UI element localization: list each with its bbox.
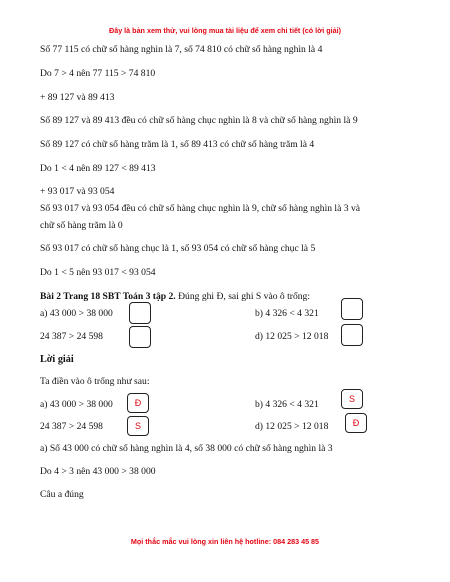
answer-box: S [341, 389, 363, 409]
hotline-banner: Mọi thắc mắc vui lòng xin liên hệ hotline: 084 283 45 85 [130, 537, 320, 546]
text-line: Số 93 017 và 93 054 đều có chữ số hàng chục nghìn là 9, chữ số hàng nghìn là 3 và [40, 203, 361, 214]
answer-box-empty[interactable] [341, 298, 363, 320]
answer-box-empty[interactable] [129, 302, 151, 324]
answer-box: Đ [345, 413, 367, 433]
explanation-line: Do 4 > 3 nên 43 000 > 38 000 [40, 466, 156, 477]
text-line: Số 89 127 có chữ số hàng trăm là 1, số 89 413 có chữ số hàng trăm là 4 [40, 139, 315, 150]
text-line: Số 77 115 có chữ số hàng nghìn là 7, số 74 810 có chữ số hàng nghìn là 4 [40, 44, 323, 55]
explanation-line: Câu a đúng [40, 489, 84, 500]
solution-item: b) 4 326 < 4 321 [255, 399, 319, 410]
text-line: + 93 017 và 93 054 [40, 186, 115, 197]
text-line: chữ số hàng trăm là 0 [40, 220, 123, 231]
solution-intro: Ta điền vào ô trống như sau: [40, 376, 150, 387]
solution-item: a) 43 000 > 38 000 [40, 399, 113, 410]
answer-box: S [127, 416, 149, 436]
exercise-item: d) 12 025 > 12 018 [255, 331, 329, 342]
text-line: Do 1 < 4 nên 89 127 < 89 413 [40, 163, 156, 174]
exercise-item: b) 4 326 < 4 321 [255, 308, 319, 319]
exercise-item: a) 43 000 > 38 000 [40, 308, 113, 319]
text-line: Do 7 > 4 nên 77 115 > 74 810 [40, 68, 156, 79]
answer-box: Đ [127, 393, 149, 413]
answer-box-empty[interactable] [129, 326, 151, 348]
preview-banner: Đây là bản xem thử, vui lòng mua tài liệu để xem chi tiết (có lời giải) [109, 26, 341, 35]
solution-item: 24 387 > 24 598 [40, 421, 103, 432]
text-line: Do 1 < 5 nên 93 017 < 93 054 [40, 267, 156, 278]
text-line: Số 93 017 có chữ số hàng chục là 1, số 93 054 có chữ số hàng chục là 5 [40, 243, 316, 254]
text-line: Số 89 127 và 89 413 đều có chữ số hàng chục nghìn là 8 và chữ số hàng nghìn là 9 [40, 115, 358, 126]
exercise-heading [40, 291, 310, 303]
exercise-instruction: Đúng ghi Đ, sai ghi S vào ô trống: [175, 291, 311, 302]
explanation-line: a) Số 43 000 có chữ số hàng nghìn là 4, số 38 000 có chữ số hàng nghìn là 3 [40, 443, 333, 454]
solution-heading: Lời giải [40, 354, 74, 365]
exercise-item: 24 387 > 24 598 [40, 331, 103, 342]
answer-box-empty[interactable] [341, 324, 363, 346]
solution-item: d) 12 025 > 12 018 [255, 421, 329, 432]
text-line: + 89 127 và 89 413 [40, 92, 115, 103]
exercise-title: Bài 2 Trang 18 SBT Toán 3 tập 2. [40, 291, 176, 302]
